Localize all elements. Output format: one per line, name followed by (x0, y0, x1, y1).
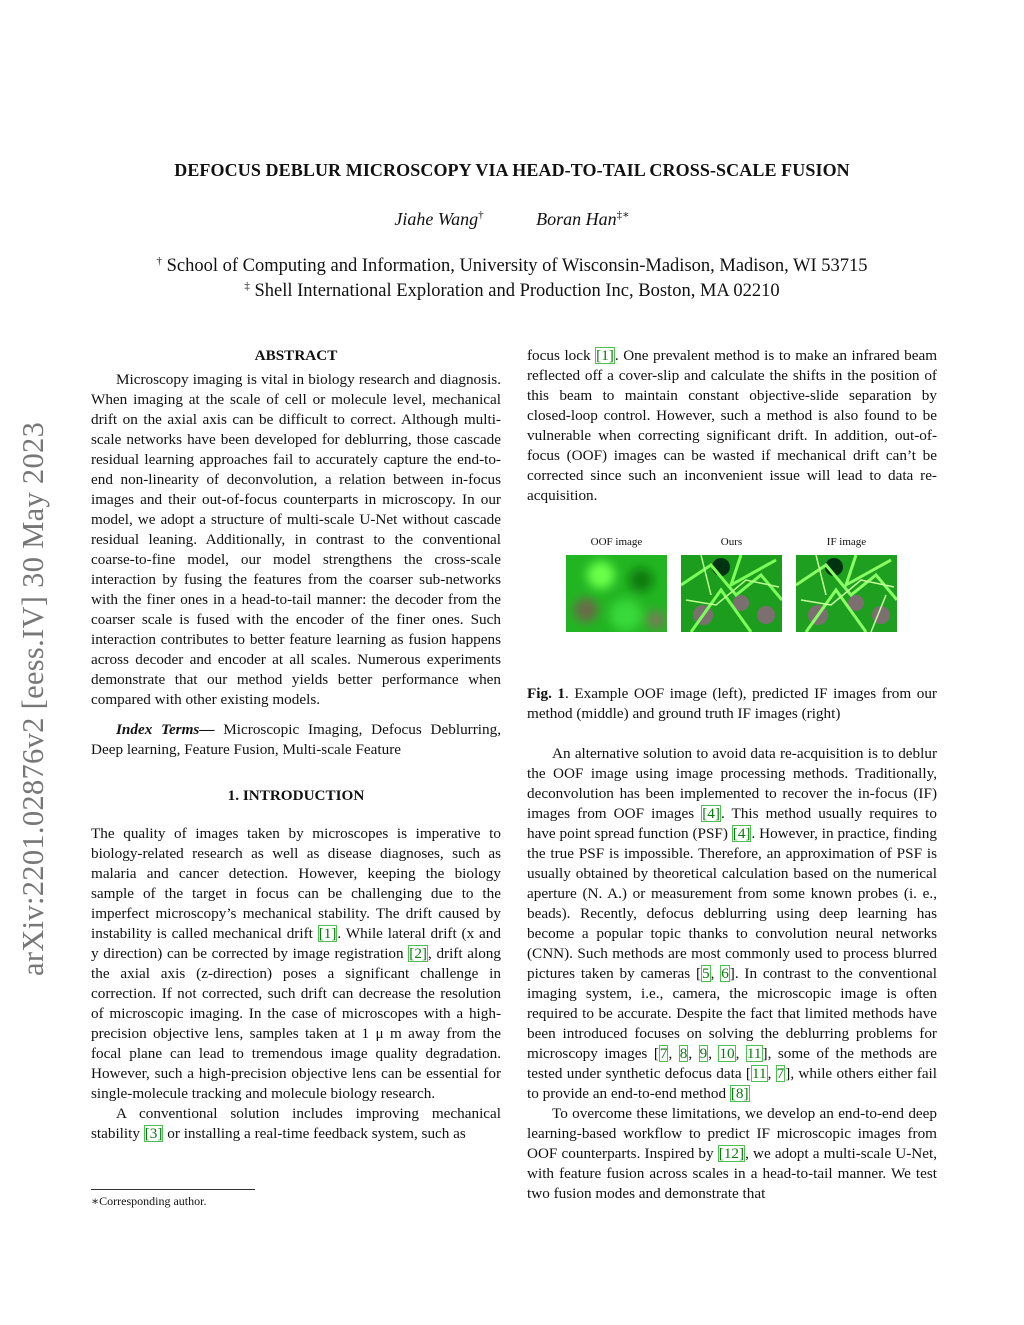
figure-panel-ours: Ours (681, 532, 782, 639)
citation-link[interactable]: 8 (679, 1045, 688, 1062)
author-list (0, 208, 1024, 230)
affiliation-1: † School of Computing and Information, University of Wisconsin-Madison, Madison, WI 53715 (156, 255, 868, 277)
right-paragraph-2: An alternative solution to avoid data re-acquisition is to deblur the OOF image using image processing methods. Traditionally, deconvolution has been implemented to recover the in-focus (IF) images from OOF images [4]. This method usually requires to have point spread function (PSF) [4]. However, in practice, finding the true PSF is impossible. Therefore, an approximation of PSF is usually obtained by theoretical calculation based on the numerical aperture (N. A.) or measurement from some known probes (i. e., beads). Recently, defocus deblurring using deep learning has become a popular topic thanks to convolution neural networks (CNN). Such methods are most commonly used to process blurred pictures taken by cameras [5, 6]. In contrast to the conventional imaging system, i.e., camera, the microscopic image is often required to be accurate. Despite the fact that limited methods have been introduced focuses on solving the deblurring problems for microscopy images [7, 8, 9, 10, 11], some of the methods are tested under synthetic defocus data [11, 7], while others either fail to provide an end-to-end method [8] (527, 745, 938, 1102)
footnote: ∗Corresponding author. (91, 1194, 207, 1208)
figure-panel-if: IF image (796, 532, 897, 639)
citation-link[interactable]: 10 (719, 1045, 735, 1062)
citation-link[interactable]: 9 (699, 1045, 708, 1062)
citation-link[interactable]: [1] (318, 925, 337, 942)
citation-link[interactable]: 11 (751, 1065, 767, 1082)
author-1: Jiahe Wang† (394, 209, 484, 229)
arxiv-stamp: arXiv:2201.02876v2 [eess.IV] 30 May 2023 (16, 421, 50, 976)
index-terms: Index Terms— Microscopic Imaging, Defocus Deblurring, Deep learning, Feature Fusion, Multi-scale Feature (91, 721, 501, 758)
citation-link[interactable]: [8] (730, 1085, 749, 1102)
affiliation-2: ‡ Shell International Exploration and Production Inc, Boston, MA 02210 (244, 280, 780, 302)
intro-paragraph-2: A conventional solution includes improving mechanical stability [3] or installing a real-time feedback system, such as (91, 1105, 501, 1142)
predicted-image (681, 555, 782, 632)
right-paragraph-3: To overcome these limitations, we develop an end-to-end deep learning-based workflow to predict IF microscopic images from OOF counterparts. Inspired by [12], we adopt a multi-scale U-Net, with feature fusion across scales in a head-to-tail manner. We test two fusion modes and demonstrate that (527, 1105, 937, 1202)
citation-link[interactable]: [4] (732, 825, 751, 842)
citation-link[interactable]: [3] (144, 1125, 163, 1142)
citation-link[interactable]: 11 (746, 1045, 762, 1062)
citation-link[interactable]: 7 (659, 1045, 668, 1062)
footnote-rule (91, 1189, 255, 1190)
right-column (527, 346, 937, 1204)
figure-panel-oof: OOF image (566, 532, 667, 639)
figure-caption: Fig. 1. Example OOF image (left), predicted IF images from our method (middle) and ground truth IF images (right) (527, 685, 937, 722)
citation-link[interactable]: 7 (776, 1065, 785, 1082)
intro-heading: 1. INTRODUCTION (227, 787, 365, 804)
figure-1 (527, 532, 937, 662)
citation-link[interactable]: [4] (702, 805, 720, 822)
right-paragraph-1: focus lock [1]. One prevalent method is to make an infrared beam reflected off a cover-slip and calculate the shifts in the position of this beam to maintain constant objective-slide separation by closed-loop control. However, such a method is also found to be vulnerable when correcting significant drift. In addition, out-of-focus (OOF) images can be wasted if mechanical drift can’t be corrected since such an inconvenient issue will lead to data re-acquisition. (527, 347, 938, 504)
citation-link[interactable]: [2] (409, 945, 427, 962)
ground-truth-image (796, 555, 897, 632)
abstract-text: Microscopy imaging is vital in biology research and diagnosis. When imaging at the scale of cell or molecule level, mechanical drift on the axial axis can be difficult to correct. Although multi-scale networks have been developed for deblurring, those cascade residual learning approaches fail to accurately capture the end-to-end non-linearity of deconvolution, a relation between in-focus images and their out-of-focus counterparts in microscopy. In our model, we adopt a structure of multi-scale U-Net without cascade residual leaning. Additionally, in contrast to the conventional coarse-to-fine model, our model strengthens the cross-scale interaction by fusing the features from the coarser sub-networks with the finer ones in a head-to-tail manner: the decoder from the coarser scale is fused with the encoder of the finer ones. Such interaction contributes to better feature learning as fusion happens across decoder and encoder at all scales. Numerous experiments demonstrate that our method yields better performance when compared with other existing models. (91, 371, 501, 708)
author-2: Boran Han‡∗ (536, 209, 630, 229)
citation-link[interactable]: [1] (596, 347, 614, 364)
citation-link[interactable]: 6 (721, 965, 729, 982)
oof-image (566, 555, 667, 632)
left-column (91, 346, 501, 1144)
paper-title: DEFOCUS DEBLUR MICROSCOPY VIA HEAD-TO-TAIL CROSS-SCALE FUSION (174, 160, 850, 180)
intro-paragraph-1: The quality of images taken by microscopes is imperative to biology-related research as well as disease diagnoses, such as malaria and cancer detection. However, keeping the biology sample of the target in focus can be challenging due to the imperfect microscopy’s mechanical stability. The drift caused by instability is called mechanical drift [1]. While lateral drift (x and y direction) can be corrected by image registration [2], drift along the axial axis (z-direction) poses a significant challenge in correction. If not corrected, such drift can decrease the resolution of microscopic imaging. In the case of microscopes with a high-precision objective lens, samples taken at 1 μ m away from the focal plane can lead to tremendous image quality degradation. However, such a high-precision objective lens can be essential for single-molecule tracking and molecule biology research. (91, 825, 501, 1102)
citation-link[interactable]: 5 (702, 965, 710, 982)
abstract-heading: ABSTRACT (254, 347, 338, 364)
citation-link[interactable]: [12] (718, 1145, 745, 1162)
